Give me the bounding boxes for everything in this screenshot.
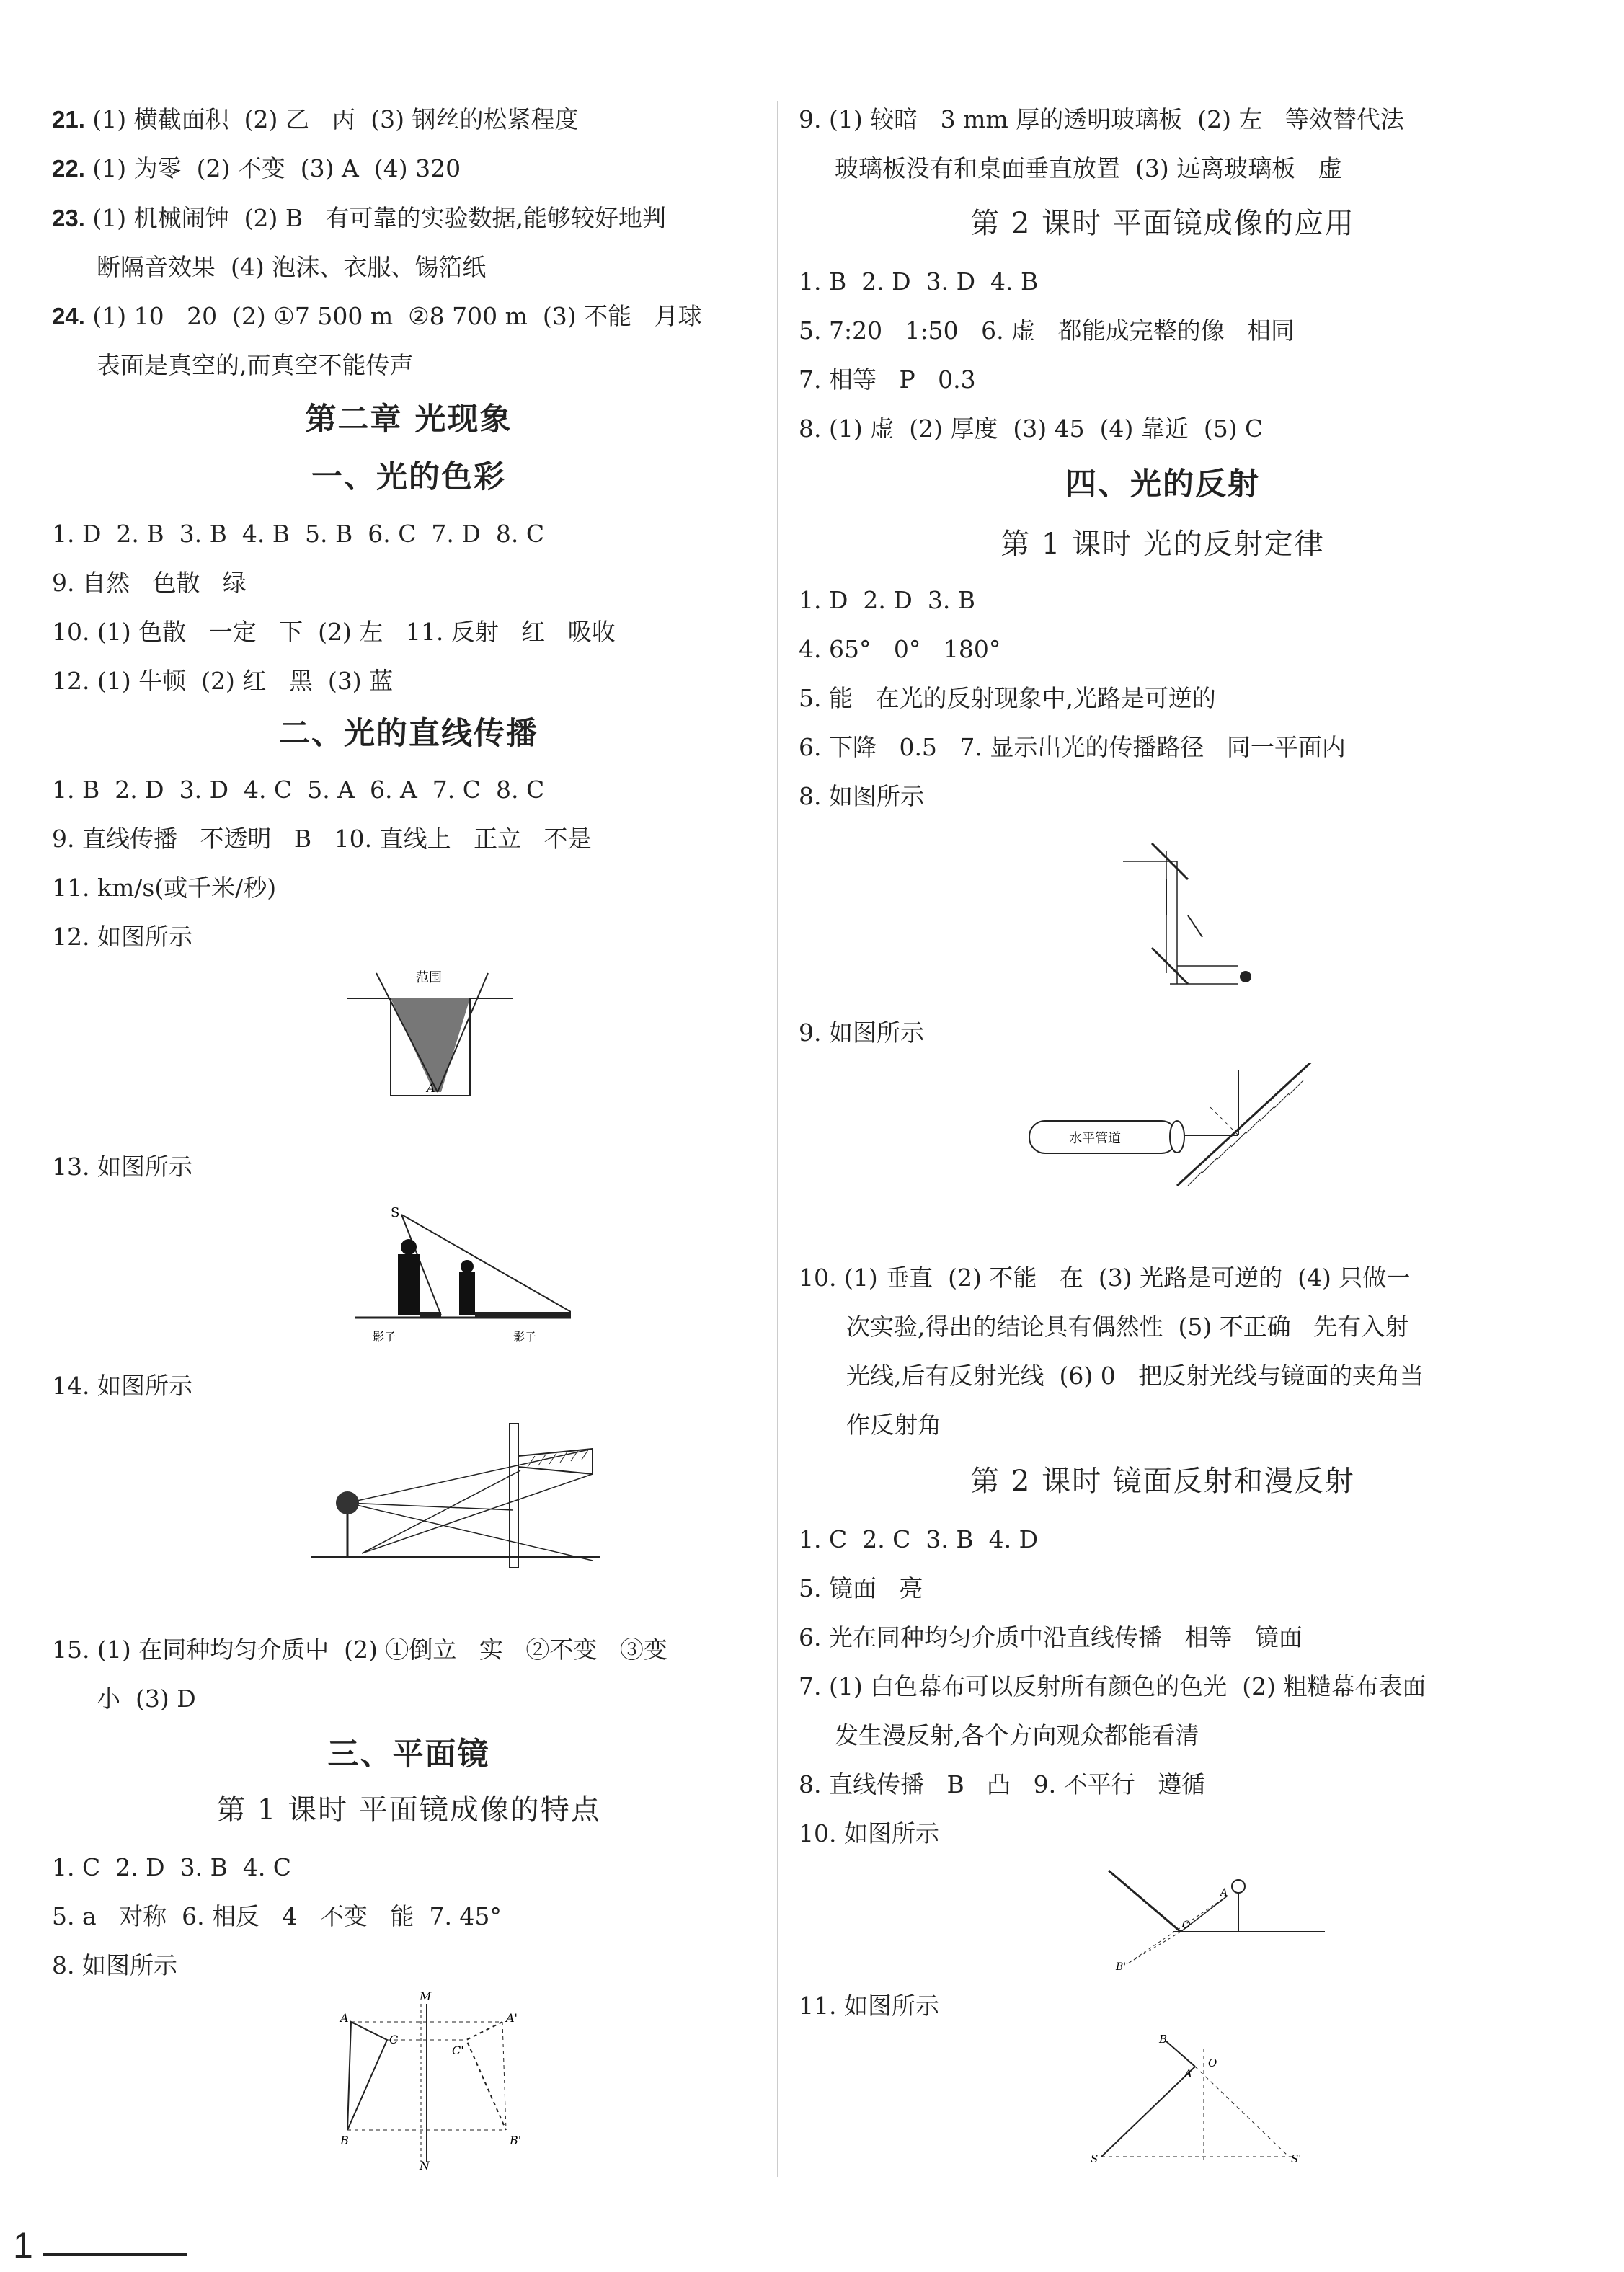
s3-line-2: 5. a 对称 6. 相反 4 不变 能 7. 45° xyxy=(52,1902,502,1930)
s2-line-5: 13. 如图所示 xyxy=(52,1153,192,1181)
answer-10: 10. (1) 垂直 (2) 不能 在 (3) 光路是可逆的 (4) 只做一 xyxy=(799,1264,1411,1292)
answer-10-cont-3: 作反射角 xyxy=(846,1411,941,1439)
answer-23: 23. (1) 机械闹钟 (2) B 有可靠的实验数据,能够较好地判 xyxy=(52,204,667,232)
lesson-title-3-1: 第 1 课时 平面镜成像的特点 xyxy=(216,1793,601,1827)
page-number-underline xyxy=(43,2253,187,2256)
answer-9-cont: 玻璃板没有和桌面垂直放置 (3) 远离玻璃板 虚 xyxy=(835,154,1342,182)
fig11-s-prime: S' xyxy=(1291,2152,1302,2165)
section-title-2: 二、光的直线传播 xyxy=(279,716,538,752)
k2b-line-1: 1. C 2. C 3. B 4. D xyxy=(799,1525,1039,1553)
fig8-n: N xyxy=(420,2159,430,2170)
figure-8-periscope-diagram xyxy=(1123,829,1310,1002)
s1-line-2: 9. 自然 色散 绿 xyxy=(52,569,247,597)
fig8-c: C xyxy=(389,2033,399,2046)
k2-line-4: 8. (1) 虚 (2) 厚度 (3) 45 (4) 靠近 (5) C xyxy=(799,414,1264,443)
answer-24: 24. (1) 10 20 (2) ①7 500 m ②8 700 m (3) 不能 月球 xyxy=(52,302,702,330)
section-title-4: 四、光的反射 xyxy=(1065,466,1260,502)
fig8-a-prime: A' xyxy=(506,2011,518,2025)
page-number: 1 xyxy=(13,2225,33,2266)
s2-line-3: 11. km/s(或千米/秒) xyxy=(52,874,277,902)
fig12-point-a: A xyxy=(427,1081,435,1095)
section-title-1: 一、光的色彩 xyxy=(311,459,506,495)
person-2-icon xyxy=(459,1272,475,1315)
answer-23-cont: 断隔音效果 (4) 泡沫、衣服、锡箔纸 xyxy=(97,253,487,281)
tree-icon xyxy=(336,1491,359,1514)
fig11-o: O xyxy=(1208,2056,1217,2069)
k1-line-5: 8. 如图所示 xyxy=(799,782,924,810)
fig11-b: B xyxy=(1159,2034,1168,2046)
k2b-line-6: 10. 如图所示 xyxy=(799,1819,939,1847)
k2b-line-5: 8. 直线传播 B 凸 9. 不平行 遵循 xyxy=(799,1770,1206,1798)
fig13-shadow-2: 影子 xyxy=(513,1330,537,1344)
k1-line-1: 1. D 2. D 3. B xyxy=(799,586,976,614)
k1-line-4: 6. 下降 0.5 7. 显示出光的传播路径 同一平面内 xyxy=(799,733,1346,761)
k2-line-2: 5. 7:20 1:50 6. 虚 都能成完整的像 相同 xyxy=(799,316,1295,345)
s2-line-4: 12. 如图所示 xyxy=(52,923,192,951)
fig9-pipe-label: 水平管道 xyxy=(1069,1131,1121,1146)
answer-9: 9. (1) 较暗 3 mm 厚的透明玻璃板 (2) 左 等效替代法 xyxy=(799,105,1404,133)
k2-line-3: 7. 相等 P 0.3 xyxy=(799,365,976,394)
person-icon xyxy=(1232,1880,1245,1893)
k1-line-3: 5. 能 在光的反射现象中,光路是可逆的 xyxy=(799,684,1216,712)
answer-15: 15. (1) 在同种均匀介质中 (2) ①倒立 实 ②不变 ③变 xyxy=(52,1636,667,1664)
figure-9-pipe-diagram xyxy=(1015,1063,1390,1193)
fig8-c-prime: C' xyxy=(452,2044,464,2057)
k2b-line-7: 11. 如图所示 xyxy=(799,1992,939,2020)
figure-12-diagram xyxy=(333,966,528,1110)
figure-11-diagram xyxy=(1087,2034,1303,2171)
figure-14-diagram xyxy=(304,1416,607,1575)
person-1-icon xyxy=(398,1254,420,1315)
s2-line-1: 1. B 2. D 3. D 4. C 5. A 6. A 7. C 8. C xyxy=(52,776,545,804)
figure-10-diagram xyxy=(1101,1863,1332,1979)
fig11-a: A xyxy=(1184,2067,1192,2080)
fig8-b: B xyxy=(340,2134,349,2147)
eye-icon xyxy=(1240,971,1251,982)
fig13-shadow-1: 影子 xyxy=(373,1330,396,1344)
fig10-o: O xyxy=(1182,1920,1191,1931)
fig8-b-prime: B' xyxy=(510,2134,522,2147)
s1-line-1: 1. D 2. B 3. B 4. B 5. B 6. C 7. D 8. C xyxy=(52,520,545,548)
answer-21: 21. (1) 横截面积 (2) 乙 丙 (3) 钢丝的松紧程度 xyxy=(52,105,579,133)
fig12-range-label: 范围 xyxy=(416,970,442,985)
k2b-line-4: 7. (1) 白色幕布可以反射所有颜色的色光 (2) 粗糙幕布表面 xyxy=(799,1672,1426,1700)
lesson-title-4-1: 第 1 课时 光的反射定律 xyxy=(1000,528,1325,561)
column-divider xyxy=(777,101,778,2177)
k1-line-6: 9. 如图所示 xyxy=(799,1019,924,1047)
k1-line-2: 4. 65° 0° 180° xyxy=(799,635,1001,663)
fig13-s: S xyxy=(391,1205,400,1220)
fig10-b: B' xyxy=(1116,1961,1127,1973)
s3-line-1: 1. C 2. D 3. B 4. C xyxy=(52,1853,292,1881)
fig8-a: A xyxy=(340,2011,349,2025)
k2-line-1: 1. B 2. D 3. D 4. B xyxy=(799,267,1039,296)
answer-10-cont-2: 光线,后有反射光线 (6) 0 把反射光线与镜面的夹角当 xyxy=(846,1362,1424,1390)
answer-22: 22. (1) 为零 (2) 不变 (3) A (4) 320 xyxy=(52,154,461,182)
s1-line-4: 12. (1) 牛顿 (2) 红 黑 (3) 蓝 xyxy=(52,667,394,695)
answer-24-cont: 表面是真空的,而真空不能传声 xyxy=(97,351,414,379)
s2-line-2: 9. 直线传播 不透明 B 10. 直线上 正立 不是 xyxy=(52,825,592,853)
s3-line-3: 8. 如图所示 xyxy=(52,1951,177,1979)
k2b-line-3: 6. 光在同种均匀介质中沿直线传播 相等 镜面 xyxy=(799,1623,1303,1651)
fig10-a: A xyxy=(1220,1887,1228,1899)
figure-13-diagram xyxy=(340,1197,571,1355)
lesson-title-4-2: 第 2 课时 镜面反射和漫反射 xyxy=(970,1465,1355,1498)
chapter-title: 第二章 光现象 xyxy=(305,401,513,438)
answer-10-cont-1: 次实验,得出的结论具有偶然性 (5) 不正确 先有入射 xyxy=(846,1313,1409,1341)
lesson-title-3-2: 第 2 课时 平面镜成像的应用 xyxy=(970,207,1355,240)
fig8-m: M xyxy=(420,1989,432,2003)
answer-15-cont: 小 (3) D xyxy=(97,1685,196,1713)
k2b-line-4-cont: 发生漫反射,各个方向观众都能看清 xyxy=(835,1721,1199,1749)
s1-line-3: 10. (1) 色散 一定 下 (2) 左 11. 反射 红 吸收 xyxy=(52,618,616,646)
s2-line-6: 14. 如图所示 xyxy=(52,1372,192,1400)
figure-8-mirror-diagram xyxy=(319,1989,578,2170)
fig11-s: S xyxy=(1091,2152,1099,2165)
k2b-line-2: 5. 镜面 亮 xyxy=(799,1574,923,1602)
section-title-3: 三、平面镜 xyxy=(327,1736,490,1772)
